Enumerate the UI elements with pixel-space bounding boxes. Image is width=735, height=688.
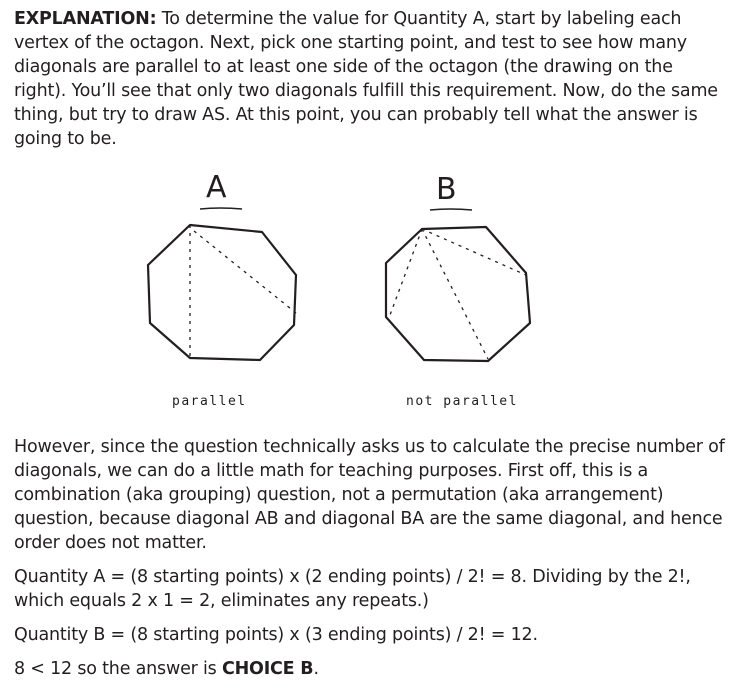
right-caption: not parallel xyxy=(406,394,518,409)
octagon-figure xyxy=(14,165,726,423)
conclusion-text: 8 < 12 so the answer is xyxy=(14,659,222,679)
left-title-underline xyxy=(200,208,242,209)
right-diagonal-1 xyxy=(422,229,526,275)
right-octagon xyxy=(386,227,530,361)
left-octagon xyxy=(148,225,296,360)
explanation-page xyxy=(14,7,726,681)
combination-paragraph: However, since the question technically asks us to calculate the precise number of diagonals, we can do a little math for teaching purposes. First off, this is a combination (aka grouping) question, not a permutation (aka arrangement) question, because diagonal AB and diagonal BA are the same diagonal, and hence order does not matter. xyxy=(14,437,725,553)
right-diagonal-2 xyxy=(422,229,488,359)
right-title: B xyxy=(436,172,457,207)
quantity-b-paragraph: Quantity B = (8 starting points) x (3 ending points) / 2! = 12. xyxy=(14,625,538,645)
left-caption: parallel xyxy=(172,394,247,409)
quantity-a-paragraph: Quantity A = (8 starting points) x (2 ending points) / 2! = 8. Dividing by the 2!, which equals 2 x 1 = 2, eliminates any repeats.) xyxy=(14,567,691,611)
conclusion-paragraph xyxy=(14,657,726,681)
left-diagonal-dashed xyxy=(194,231,296,313)
right-diagonal-3 xyxy=(390,229,422,315)
explanation-paragraph xyxy=(14,7,726,151)
conclusion-end: . xyxy=(313,659,319,679)
left-title: A xyxy=(206,170,227,205)
octagon-drawings xyxy=(14,165,726,423)
answer-choice: CHOICE B xyxy=(221,659,314,679)
explanation-label: EXPLANATION: xyxy=(14,9,157,29)
explanation-text: To determine the value for Quantity A, start by labeling each vertex of the octagon. Next, pick one starting point, and test to see how many diagonals are parallel to at least one side of the octagon (the drawing on the right). You’ll see that only two diagonals fulfill this requirement. Now, do the same thing, but try to draw AS. At this point, you can probably tell what the answer is going to be. xyxy=(14,9,718,149)
right-title-underline xyxy=(430,209,472,210)
